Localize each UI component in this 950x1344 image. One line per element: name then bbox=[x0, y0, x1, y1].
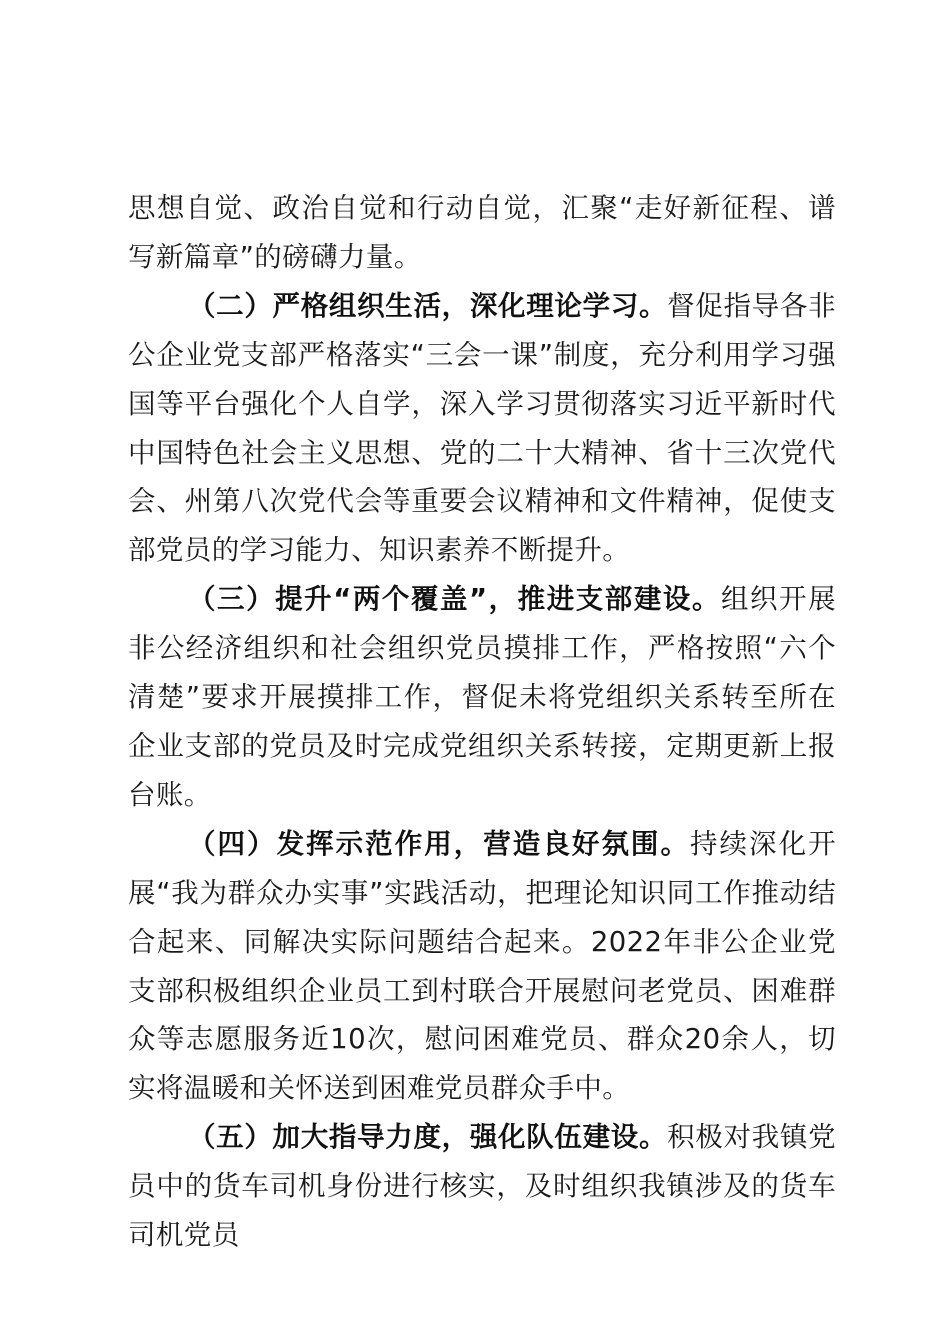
paragraph-body: 组织开展非公经济组织和社会组织党员摸排工作，严格按照“六个清楚”要求开展摸排工作，督促未将党组织关系转至所在企业支部的党员及时完成党组织关系转接，定期更新上报台账。 bbox=[128, 583, 836, 811]
paragraph-body: 思想自觉、政治自觉和行动自觉，汇聚“走好新征程、谱写新篇章”的磅礴力量。 bbox=[128, 192, 836, 273]
section-heading: （五）加大指导力度，强化队伍建设。 bbox=[188, 1121, 668, 1154]
section-heading: （三）提升“两个覆盖”，推进支部建设。 bbox=[188, 583, 721, 616]
paragraph-section-5 bbox=[128, 1113, 836, 1260]
document-body bbox=[128, 184, 836, 1260]
section-heading: （二）严格组织生活，深化理论学习。 bbox=[188, 289, 668, 322]
paragraph-body: 持续深化开展“我为群众办实事”实践活动，把理论知识同工作推动结合起来、同解决实际问题结合起来。2022年非公企业党支部积极组织企业员工到村联合开展慰问老党员、困难群众等志愿服务近10次，慰问困难党员、群众20余人，切实将温暖和关怀送到困难党员群众手中。 bbox=[128, 827, 836, 1105]
section-heading: （四）发挥示范作用，营造良好氛围。 bbox=[188, 827, 690, 860]
paragraph-body: 督促指导各非公企业党支部严格落实“三会一课”制度，充分利用学习强国等平台强化个人自学，深入学习贯彻落实习近平新时代中国特色社会主义思想、党的二十大精神、省十三次党代会、州第八次党代会等重要会议精神和文件精神，促使支部党员的学习能力、知识素养不断提升。 bbox=[128, 289, 836, 567]
paragraph-section-4 bbox=[128, 820, 836, 1113]
paragraph-continuation bbox=[128, 184, 836, 282]
paragraph-body: 积极对我镇党员中的货车司机身份进行核实，及时组织我镇涉及的货车司机党员 bbox=[128, 1121, 836, 1252]
paragraph-section-2 bbox=[128, 282, 836, 575]
paragraph-section-3 bbox=[128, 575, 836, 820]
